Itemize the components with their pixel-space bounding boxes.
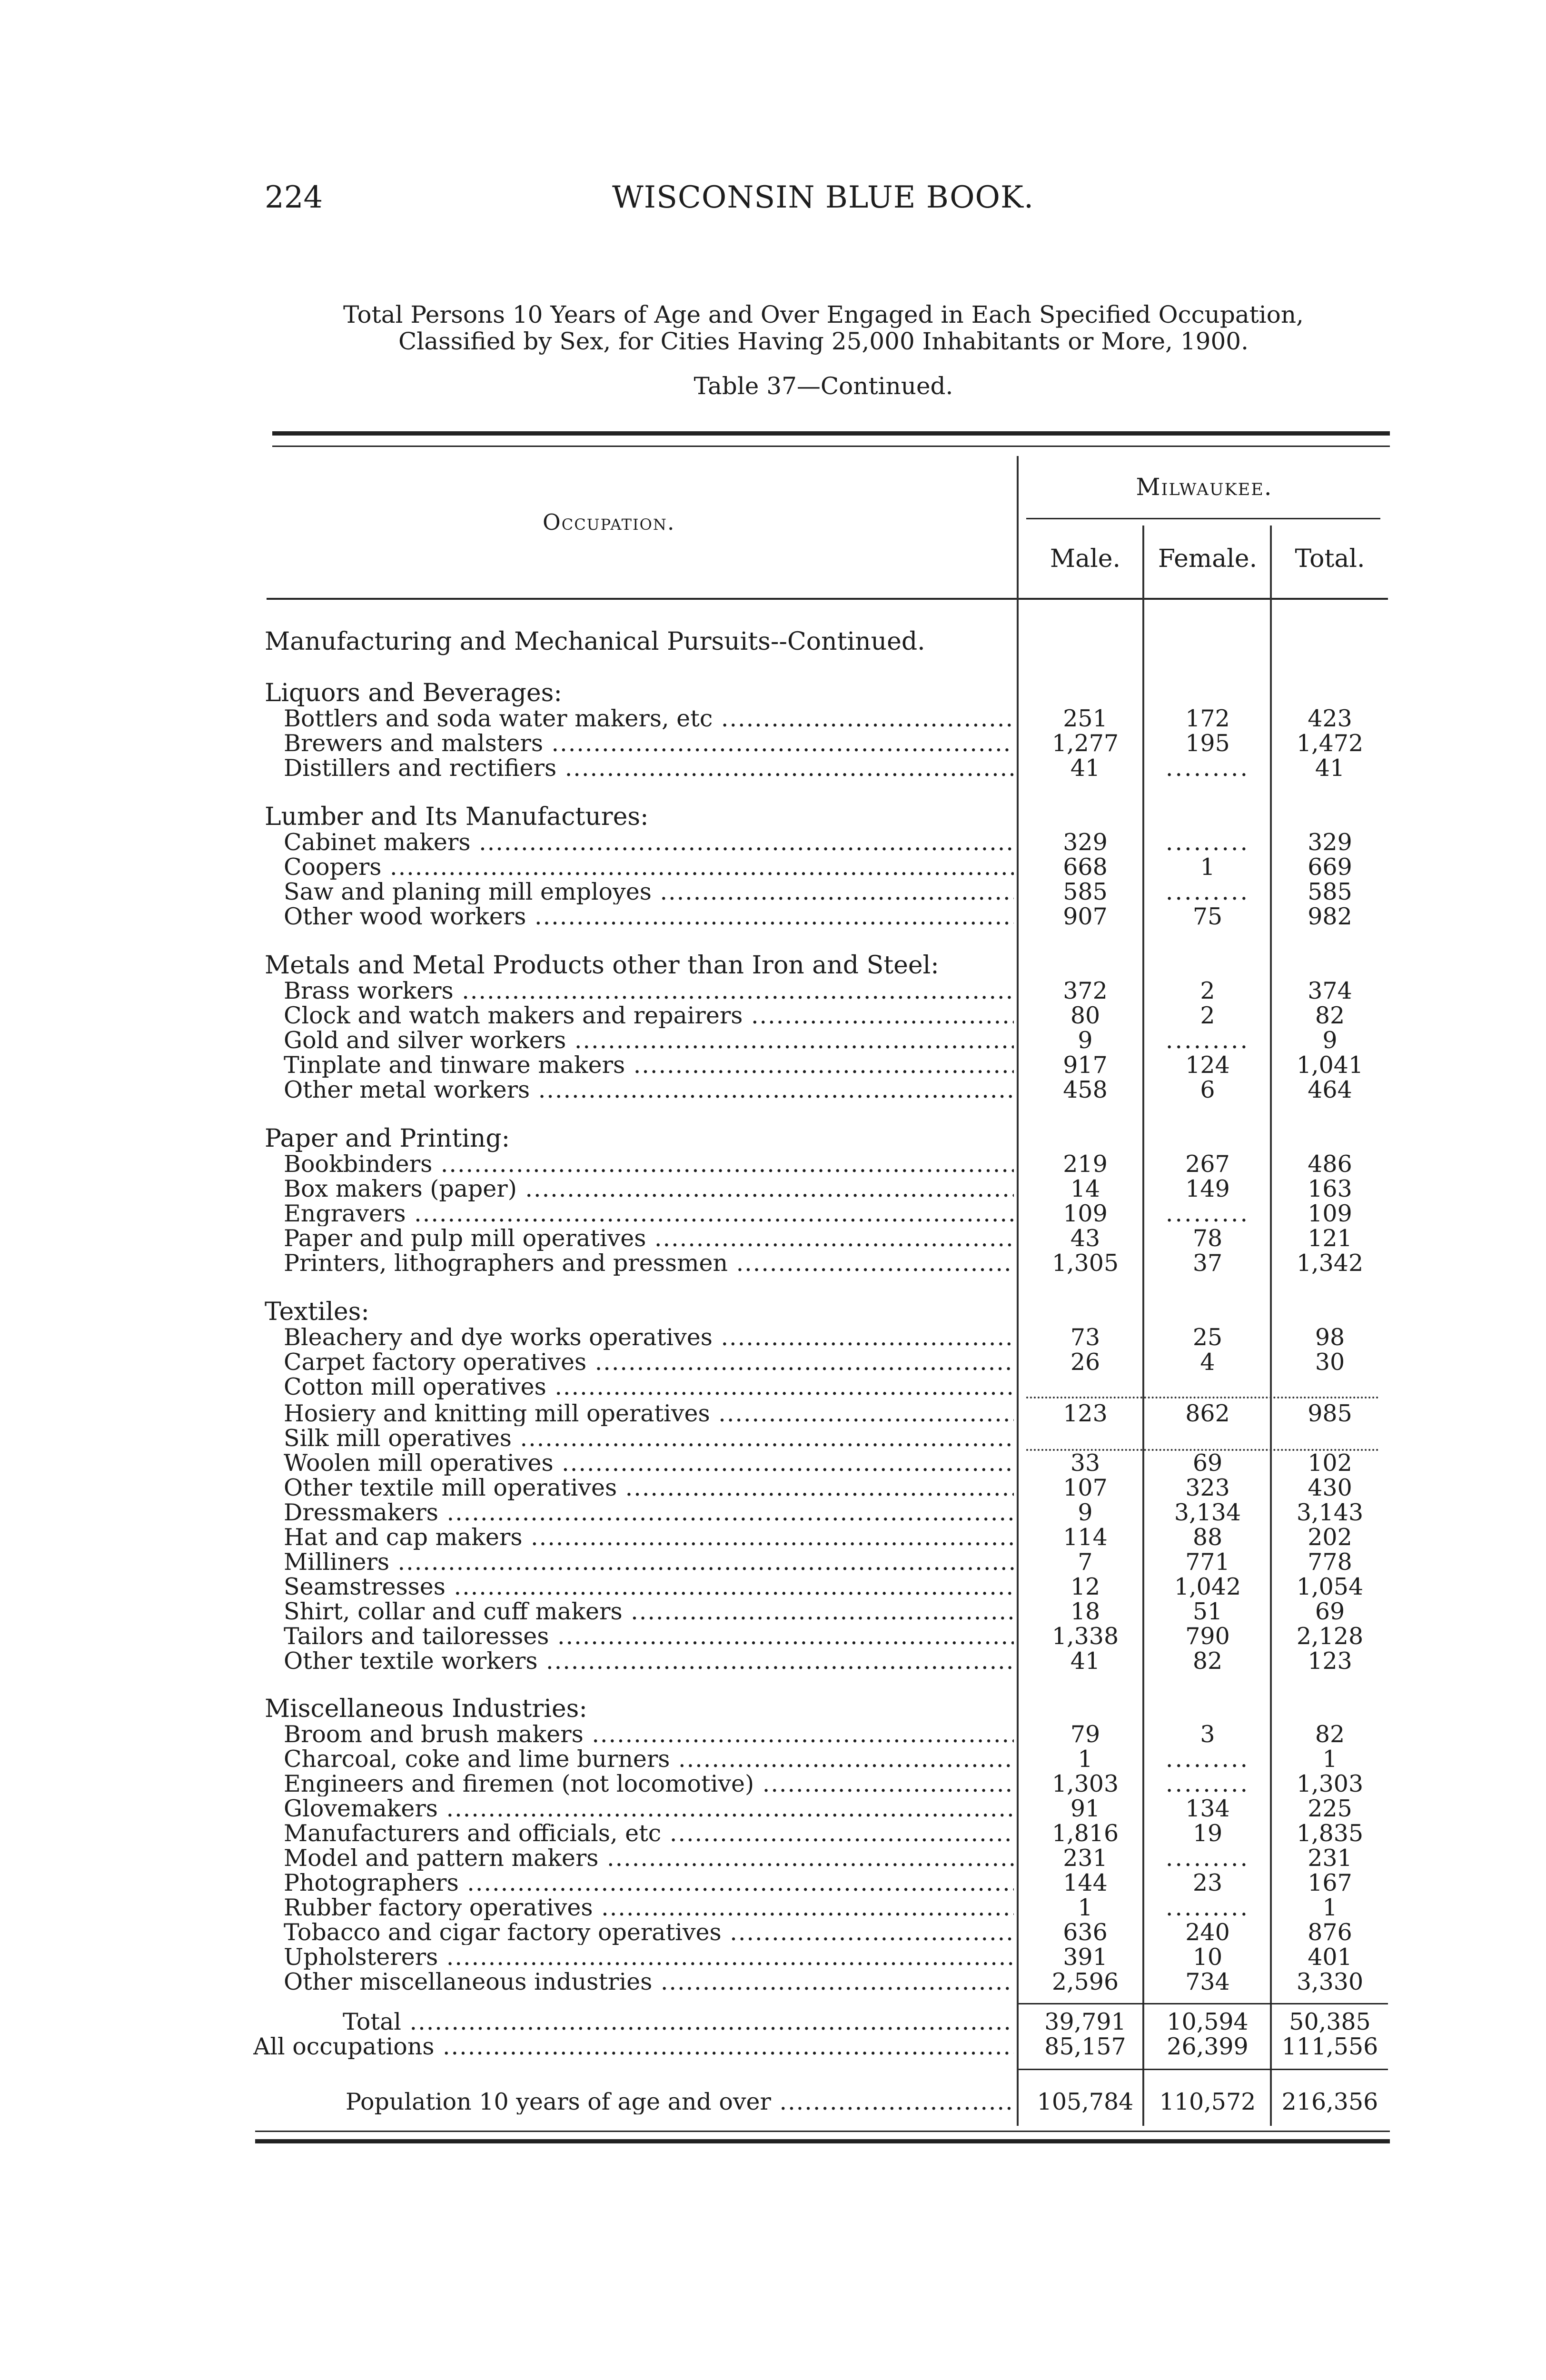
row-label: Charcoal, coke and lime burners ..... [284,1747,1014,1772]
table-row [0,1796,1546,1821]
total-value: 1,303 [1296,1770,1364,1797]
bottom-rule-thin [255,2131,1390,2132]
female-empty-dots: ......... [1165,878,1250,905]
female-value: 1 [1200,853,1215,881]
table-row [0,1401,1546,1426]
female-value: 240 [1185,1919,1230,1946]
occupation-column-header: Occupation. [543,509,675,535]
female-value: 82 [1192,1647,1223,1675]
total-value: 82 [1315,1721,1345,1748]
total-value: 669 [1308,853,1352,881]
total-value: 109 [1308,1200,1352,1227]
male-value: 1 [1078,1745,1093,1773]
total-value: 329 [1308,829,1352,856]
male-value: 79 [1070,1721,1100,1748]
female-column-header: Female. [1158,545,1258,573]
row-label: Upholsterers ..... [284,1945,1014,1970]
female-value: 4 [1200,1349,1215,1376]
row-label: Paper and pulp mill operatives ..... [284,1226,1014,1251]
section-heading-lumber: Lumber and Its Manufactures: [265,803,649,831]
table-row [0,830,1546,855]
male-value: 231 [1063,1844,1108,1872]
male-value: 219 [1063,1150,1108,1178]
total-value: 1 [1322,1745,1338,1773]
total-value: 430 [1308,1474,1352,1501]
male-value: 1,305 [1051,1250,1119,1277]
row-label: All occupations ..... [253,2034,1014,2059]
row-label: Other miscellaneous industries ..... [284,1970,1014,1994]
row-label: Shirt, collar and cuff makers ..... [284,1599,1014,1624]
female-value: 6 [1200,1076,1215,1103]
row-label: Manufacturers and officials, etc ..... [284,1821,1014,1846]
female-empty-dots: ......... [1165,1027,1250,1054]
row-label: Cabinet makers ..... [284,830,1014,855]
table-row [0,1028,1546,1053]
table-row [0,1251,1546,1276]
female-value: 110,572 [1159,2088,1256,2115]
top-rule-thin [272,446,1390,447]
total-value: 585 [1308,878,1352,905]
male-value: 372 [1063,977,1108,1004]
total-value: 423 [1308,705,1352,732]
total-value: 123 [1308,1647,1352,1675]
row-label: Rubber factory operatives ..... [284,1895,1014,1920]
female-value: 195 [1185,730,1230,757]
female-empty-dots: ......... [1165,1770,1250,1797]
total-value: 464 [1308,1076,1352,1103]
total-column-header: Total. [1295,545,1365,573]
table-row [0,1451,1546,1476]
table-row [0,1177,1546,1201]
male-value: 9 [1078,1499,1093,1526]
female-empty-dots: ......... [1165,1745,1250,1773]
male-value: 917 [1063,1051,1108,1079]
section-heading-metals: Metals and Metal Products other than Iron and Steel: [265,951,939,980]
table-row [0,1945,1546,1970]
table-row [0,731,1546,756]
table-row [0,1325,1546,1350]
female-value: 51 [1192,1598,1223,1625]
total-value: 41 [1315,754,1345,782]
table-row [0,1375,1546,1399]
summary-rule-middle [1019,2069,1388,2070]
male-value: 114 [1063,1524,1108,1551]
row-label: Seamstresses ..... [284,1575,1014,1599]
row-label: Photographers ..... [284,1871,1014,1895]
male-value: 33 [1070,1449,1100,1477]
female-value: 134 [1185,1795,1230,1822]
row-label: Engravers ..... [284,1201,1014,1226]
male-value: 107 [1063,1474,1108,1501]
male-value: 41 [1070,754,1100,782]
row-label: Silk mill operatives ..... [284,1426,1014,1451]
table-row [0,1747,1546,1772]
total-value: 3,330 [1296,1968,1364,1995]
table-row [0,1201,1546,1226]
male-value: 1,338 [1051,1623,1119,1650]
total-value: 778 [1308,1548,1352,1576]
total-value: 985 [1308,1400,1352,1427]
row-label: Carpet factory operatives ..... [284,1350,1014,1375]
table-row [0,979,1546,1003]
female-value: 26,399 [1167,2033,1249,2060]
row-label: Glovemakers ..... [284,1796,1014,1821]
female-empty-dots: ......... [1165,754,1250,782]
female-value: 2 [1200,977,1215,1004]
female-empty-dots: ......... [1165,1200,1250,1227]
total-value: 486 [1308,1150,1352,1178]
row-label: Cotton mill operatives ..... [284,1375,1014,1399]
row-label: Brewers and malsters ..... [284,731,1014,756]
male-value: 105,784 [1037,2088,1134,2115]
row-label: Distillers and rectifiers ..... [284,756,1014,781]
table-row [0,1649,1546,1674]
male-value: 329 [1063,829,1108,856]
male-value: 1,816 [1051,1820,1119,1847]
female-value: 37 [1192,1250,1223,1277]
row-label: Other wood workers ..... [284,904,1014,929]
section-heading-textiles: Textiles: [265,1298,369,1326]
male-value: 18 [1070,1598,1100,1625]
table-row [0,1550,1546,1575]
total-value: 1 [1322,1894,1338,1921]
table-row [0,1772,1546,1796]
table-row [0,1846,1546,1871]
male-value: 14 [1070,1175,1100,1202]
female-value: 2 [1200,1002,1215,1029]
row-label: Saw and planing mill employes ..... [284,880,1014,904]
total-value: 225 [1308,1795,1352,1822]
table-row [0,1078,1546,1102]
row-label: Woolen mill operatives ..... [284,1451,1014,1476]
male-value: 91 [1070,1795,1100,1822]
male-value: 73 [1070,1324,1100,1351]
table-row [0,1053,1546,1078]
table-row [0,1920,1546,1945]
table-row [0,1575,1546,1599]
total-value: 982 [1308,903,1352,930]
female-value: 862 [1185,1400,1230,1427]
total-value: 3,143 [1296,1499,1364,1526]
city-header-rule [1026,518,1380,519]
female-value: 267 [1185,1150,1230,1178]
table-row [0,1722,1546,1747]
table-row [0,855,1546,880]
table-row [0,1226,1546,1251]
table-label: Table 37—Continued. [694,372,953,400]
total-value: 1,041 [1296,1051,1364,1079]
male-value: 80 [1070,1002,1100,1029]
table-row [0,1970,1546,1994]
total-value: 163 [1308,1175,1352,1202]
section-heading-liquors: Liquors and Beverages: [265,679,562,707]
female-value: 88 [1192,1524,1223,1551]
header-bottom-rule [267,598,1388,600]
total-value: 1,054 [1296,1573,1364,1600]
row-label: Broom and brush makers ..... [284,1722,1014,1747]
row-label: Coopers ..... [284,855,1014,880]
row-label: Milliners ..... [284,1550,1014,1575]
male-value: 39,791 [1044,2008,1126,2035]
male-value: 585 [1063,878,1108,905]
female-empty-dots: ......... [1165,1894,1250,1921]
row-label: Bottlers and soda water makers, etc ..... [284,706,1014,731]
male-value: 9 [1078,1027,1093,1054]
table-caption-line-1: Total Persons 10 Years of Age and Over Engaged in Each Specified Occupation, [343,301,1304,328]
male-value: 636 [1063,1919,1108,1946]
table-row [0,1821,1546,1846]
row-label: Brass workers ..... [284,979,1014,1003]
female-empty-dots: ......... [1165,829,1250,856]
row-label: Other textile workers ..... [284,1649,1014,1674]
section-heading-paper: Paper and Printing: [265,1124,510,1153]
total-value: 111,556 [1281,2033,1378,2060]
female-value: 790 [1185,1623,1230,1650]
male-value: 109 [1063,1200,1108,1227]
row-label: Other metal workers ..... [284,1078,1014,1102]
table-row [0,756,1546,781]
total-value: 1,835 [1296,1820,1364,1847]
female-value: 75 [1192,903,1223,930]
table-row [0,706,1546,731]
total-value: 30 [1315,1349,1345,1376]
row-label: Hosiery and knitting mill operatives ..... [284,1401,1014,1426]
male-value: 26 [1070,1349,1100,1376]
female-value: 124 [1185,1051,1230,1079]
male-value: 458 [1063,1076,1108,1103]
dotted-group-rule [1026,1397,1378,1398]
table-row [0,1599,1546,1624]
top-rule-thick [272,431,1390,436]
total-value: 121 [1308,1225,1352,1252]
total-value: 1,342 [1296,1250,1364,1277]
total-value: 102 [1308,1449,1352,1477]
male-value: 1 [1078,1894,1093,1921]
total-value: 1,472 [1296,730,1364,757]
male-value: 12 [1070,1573,1100,1600]
female-value: 19 [1192,1820,1223,1847]
table-row [0,1871,1546,1895]
female-value: 3,134 [1174,1499,1241,1526]
table-row [0,1476,1546,1500]
page-number: 224 [265,180,323,215]
summary-row-all-occupations [0,2034,1546,2059]
male-value: 85,157 [1044,2033,1126,2060]
total-value: 98 [1315,1324,1345,1351]
row-label: Total ..... [343,2010,1014,2034]
total-value: 876 [1308,1919,1352,1946]
row-label: Population 10 years of age and over ..... [346,2090,1014,2114]
total-value: 2,128 [1296,1623,1364,1650]
male-value: 123 [1063,1400,1108,1427]
table-row [0,1003,1546,1028]
city-header: Milwaukee. [1136,473,1273,501]
row-label: Engineers and firemen (not locomotive) ..... [284,1772,1014,1796]
row-label: Hat and cap makers ..... [284,1525,1014,1550]
table-row [0,904,1546,929]
summary-row-total [0,2010,1546,2034]
female-value: 734 [1185,1968,1230,1995]
female-value: 149 [1185,1175,1230,1202]
female-value: 23 [1192,1869,1223,1896]
table-row [0,1426,1546,1451]
total-value: 202 [1308,1524,1352,1551]
row-label: Tobacco and cigar factory operatives ..... [284,1920,1014,1945]
table-row [0,1152,1546,1177]
male-value: 144 [1063,1869,1108,1896]
male-value: 1,303 [1051,1770,1119,1797]
male-value: 7 [1078,1548,1093,1576]
total-value: 9 [1322,1027,1338,1054]
section-heading-manufacturing: Manufacturing and Mechanical Pursuits--Continued. [265,627,925,656]
male-value: 907 [1063,903,1108,930]
running-title: WISCONSIN BLUE BOOK. [612,180,1034,215]
row-label: Clock and watch makers and repairers ..... [284,1003,1014,1028]
total-value: 374 [1308,977,1352,1004]
table-row [0,880,1546,904]
total-value: 69 [1315,1598,1345,1625]
summary-row-population [0,2090,1546,2114]
female-value: 10,594 [1167,2008,1249,2035]
row-label: Printers, lithographers and pressmen ..... [284,1251,1014,1276]
row-label: Other textile mill operatives ..... [284,1476,1014,1500]
total-value: 82 [1315,1002,1345,1029]
total-value: 216,356 [1281,2088,1378,2115]
total-value: 231 [1308,1844,1352,1872]
male-value: 668 [1063,853,1108,881]
female-value: 3 [1200,1721,1215,1748]
male-column-header: Male. [1050,545,1121,573]
row-label: Tailors and tailoresses ..... [284,1624,1014,1649]
female-value: 172 [1185,705,1230,732]
bottom-rule-thick [255,2139,1390,2143]
table-caption-line-2: Classified by Sex, for Cities Having 25,000 Inhabitants or More, 1900. [398,327,1249,355]
table-row [0,1624,1546,1649]
female-value: 771 [1185,1548,1230,1576]
row-label: Tinplate and tinware makers ..... [284,1053,1014,1078]
row-label: Box makers (paper) ..... [284,1177,1014,1201]
row-label: Gold and silver workers ..... [284,1028,1014,1053]
row-label: Model and pattern makers ..... [284,1846,1014,1871]
total-value: 401 [1308,1944,1352,1971]
female-value: 10 [1192,1944,1223,1971]
female-value: 78 [1192,1225,1223,1252]
table-row [0,1525,1546,1550]
total-value: 50,385 [1289,2008,1371,2035]
table-row [0,1350,1546,1375]
section-heading-misc: Miscellaneous Industries: [265,1695,587,1723]
female-value: 1,042 [1174,1573,1241,1600]
male-value: 1,277 [1051,730,1119,757]
table-row [0,1895,1546,1920]
female-value: 69 [1192,1449,1223,1477]
male-value: 41 [1070,1647,1100,1675]
female-value: 323 [1185,1474,1230,1501]
total-value: 167 [1308,1869,1352,1896]
male-value: 251 [1063,705,1108,732]
male-value: 2,596 [1051,1968,1119,1995]
row-label: Dressmakers ..... [284,1500,1014,1525]
male-value: 391 [1063,1944,1108,1971]
summary-rule-top [1019,2003,1388,2004]
female-empty-dots: ......... [1165,1844,1250,1872]
female-value: 25 [1192,1324,1223,1351]
table-row [0,1500,1546,1525]
row-label: Bookbinders ..... [284,1152,1014,1177]
row-label: Bleachery and dye works operatives ..... [284,1325,1014,1350]
male-value: 43 [1070,1225,1100,1252]
